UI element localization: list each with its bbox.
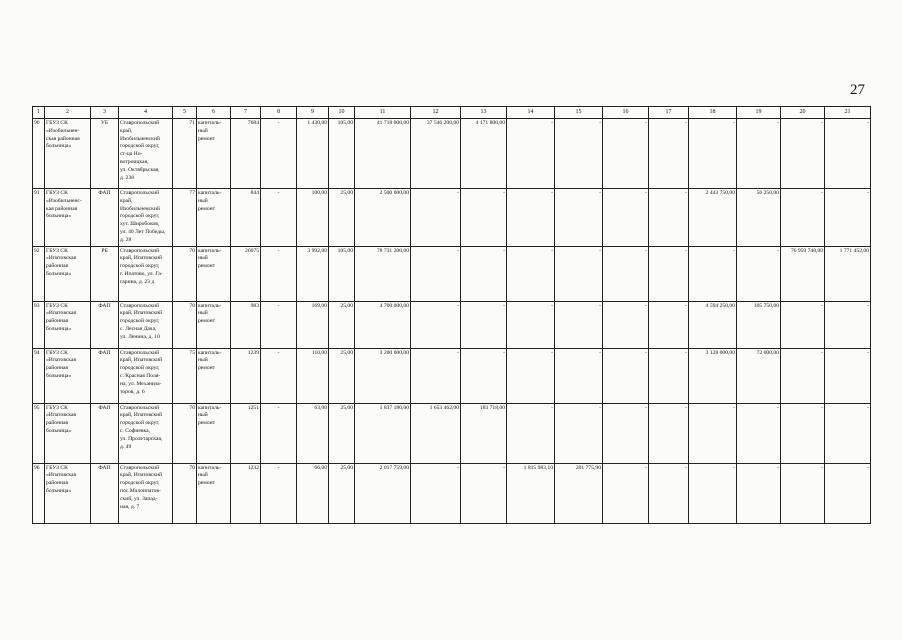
table-cell: 105,00 (329, 119, 355, 189)
table-cell: - (781, 119, 825, 189)
table-cell: - (555, 348, 603, 403)
table-cell: - (689, 403, 737, 463)
table-cell: 77 (173, 189, 197, 247)
table-cell: ГБУЗ СК «Ипатовская районная больница» (45, 463, 91, 523)
table-cell: 105 750,00 (737, 301, 781, 348)
table-cell: - (261, 301, 297, 348)
table-cell: - (507, 403, 555, 463)
table-cell: - (411, 463, 461, 523)
table-cell: - (261, 189, 297, 247)
table-cell: - (649, 301, 689, 348)
column-header: 15 (555, 107, 603, 119)
table-cell: 26075 (231, 246, 261, 301)
column-header: 3 (91, 107, 119, 119)
table-cell: - (461, 348, 507, 403)
table-row (33, 246, 871, 301)
table-cell: - (603, 189, 649, 247)
table-cell: 96 (33, 463, 45, 523)
table-cell: 844 (231, 189, 261, 247)
table-cell: - (461, 189, 507, 247)
table-cell: - (737, 463, 781, 523)
table-row (33, 119, 871, 189)
table-cell: - (261, 348, 297, 403)
table-cell: - (825, 403, 871, 463)
table-cell: - (649, 348, 689, 403)
column-header: 10 (329, 107, 355, 119)
table-cell: - (555, 119, 603, 189)
table-cell: 37 546 200,00 (411, 119, 461, 189)
table-cell: - (781, 463, 825, 523)
table-cell: - (737, 119, 781, 189)
table-cell: 1 837 180,00 (355, 403, 411, 463)
column-header: 1 (33, 107, 45, 119)
table-cell: Ставропольский край, Ипатовский городской округ, с. Лесная Дача, ул. Ленина, д. 10 (119, 301, 173, 348)
table-cell: ГБУЗ СК «Ипатовская районная больница» (45, 348, 91, 403)
table-cell: - (825, 463, 871, 523)
column-header: 21 (825, 107, 871, 119)
table-cell: 2 017 759,00 (355, 463, 411, 523)
table-cell: 105,00 (329, 246, 355, 301)
table-cell: - (411, 246, 461, 301)
column-header: 18 (689, 107, 737, 119)
column-header: 2 (45, 107, 91, 119)
column-header: 14 (507, 107, 555, 119)
table-cell: 2 500 000,00 (355, 189, 411, 247)
table-row (33, 403, 871, 463)
table-cell: капиталь- ный ремонт (197, 246, 231, 301)
table-cell: 70 (173, 246, 197, 301)
table-cell: - (825, 301, 871, 348)
table-cell: Ставропольский край, Ипатовский городской округ, с. Красная Поля- на, ул. Механиза- торов, д. 6 (119, 348, 173, 403)
table-cell: - (781, 301, 825, 348)
table-cell: 983 (231, 301, 261, 348)
table-cell: - (603, 403, 649, 463)
table-cell: 25,00 (329, 189, 355, 247)
table-cell: - (461, 463, 507, 523)
table-cell: 3 992,00 (297, 246, 329, 301)
table-cell: - (603, 348, 649, 403)
table-cell: 1239 (231, 348, 261, 403)
table-cell: - (555, 301, 603, 348)
table-cell: 25,00 (329, 403, 355, 463)
table-cell: 93 (33, 301, 45, 348)
table-cell: ФАП (91, 348, 119, 403)
table-cell: 2 443 750,00 (689, 189, 737, 247)
table-cell: 1232 (231, 463, 261, 523)
table-cell: 63,00 (297, 403, 329, 463)
table-cell: 76 959 748,00 (781, 246, 825, 301)
column-header: 7 (231, 107, 261, 119)
table-cell: - (507, 119, 555, 189)
table-cell: ФАП (91, 189, 119, 247)
table-cell: 4 594 250,00 (689, 301, 737, 348)
table-cell: - (603, 463, 649, 523)
table-cell: ГБУЗ СК «Изобильненс- кая районная больница» (45, 189, 91, 247)
table-cell: - (689, 246, 737, 301)
column-header: 20 (781, 107, 825, 119)
table-cell: - (261, 463, 297, 523)
table-cell: ГБУЗ СК «Изобильнен- ская районная больница» (45, 119, 91, 189)
table-cell: 66,00 (297, 463, 329, 523)
table-cell: - (781, 403, 825, 463)
table-cell: 95 (33, 403, 45, 463)
table-cell: 78 731 200,00 (355, 246, 411, 301)
table-cell: 100,00 (297, 189, 329, 247)
table-cell: 56 250,00 (737, 189, 781, 247)
table-row (33, 463, 871, 523)
table-row (33, 189, 871, 247)
table-cell: - (261, 246, 297, 301)
table-row (33, 301, 871, 348)
table-cell: 94 (33, 348, 45, 403)
data-table (32, 106, 871, 524)
table-cell: 1 653 462,00 (411, 403, 461, 463)
table-cell: - (411, 348, 461, 403)
table-cell: - (461, 301, 507, 348)
table-cell: - (825, 348, 871, 403)
table-cell: 92 (33, 246, 45, 301)
table-cell: Ставропольский край, Ипатовский городской округ, с. Софиевка, ул. Пролетарская, д. 49 (119, 403, 173, 463)
header-row (33, 107, 871, 119)
table-cell: Ставропольский край, Ипатовский городской округ, г. Ипатово, ул. Га- гарина, д. 23 д (119, 246, 173, 301)
table-cell: Ставропольский край, Изобильненский городской округ, хут. Широбоков, ул. 40 Лет Победы, д. 28 (119, 189, 173, 247)
column-header: 16 (603, 107, 649, 119)
table-cell: - (649, 246, 689, 301)
table-cell: - (411, 301, 461, 348)
table-cell: 3 200 000,00 (355, 348, 411, 403)
table-cell: - (411, 189, 461, 247)
table-cell: - (649, 189, 689, 247)
table-cell: 70 (173, 301, 197, 348)
table-cell: 70 (173, 463, 197, 523)
table-cell: - (825, 189, 871, 247)
table-cell: - (555, 189, 603, 247)
column-header: 19 (737, 107, 781, 119)
column-header: 6 (197, 107, 231, 119)
table-cell: 71 (173, 119, 197, 189)
table-cell: - (737, 246, 781, 301)
table-cell: 4 700 000,00 (355, 301, 411, 348)
table-cell: 72 000,00 (737, 348, 781, 403)
table-cell: - (507, 301, 555, 348)
column-header: 13 (461, 107, 507, 119)
table-cell: капиталь- ный ремонт (197, 119, 231, 189)
table-cell: - (507, 189, 555, 247)
table-cell: - (649, 463, 689, 523)
table-cell: - (555, 403, 603, 463)
table-cell: - (781, 189, 825, 247)
table-cell: 1 430,00 (297, 119, 329, 189)
column-header: 5 (173, 107, 197, 119)
table-cell: - (737, 403, 781, 463)
table-cell: - (461, 246, 507, 301)
table-cell: капиталь- ный ремонт (197, 348, 231, 403)
table-cell: 1251 (231, 403, 261, 463)
page-number: 27 (850, 82, 865, 98)
table-cell: - (603, 301, 649, 348)
table-cell: - (603, 119, 649, 189)
table-cell: - (555, 246, 603, 301)
table-cell: капиталь- ный ремонт (197, 403, 231, 463)
table-cell: - (649, 403, 689, 463)
table-cell: ГБУЗ СК «Ипатовская районная больница» (45, 246, 91, 301)
table-cell: УБ (91, 119, 119, 189)
column-header: 9 (297, 107, 329, 119)
table-cell: Ставропольский край, Ипатовский городской округ, пос.Малоипатов- ский, ул. Запад- ная, д. 7 (119, 463, 173, 523)
table-cell: капиталь- ный ремонт (197, 463, 231, 523)
table-cell: 3 128 000,00 (689, 348, 737, 403)
table-row (33, 348, 871, 403)
table-cell: капиталь- ный ремонт (197, 189, 231, 247)
table-cell: 7684 (231, 119, 261, 189)
table-cell: РБ (91, 246, 119, 301)
table-cell: - (689, 119, 737, 189)
table-cell: ГБУЗ СК «Ипатовская районная больница» (45, 301, 91, 348)
table-cell: 70 (173, 403, 197, 463)
column-header: 12 (411, 107, 461, 119)
table-cell: Ставропольский край, Изобильненский городской округ, ст-ца Но- вотроицкая, ул. Октябрьская, д. 238 (119, 119, 173, 189)
table-cell: 201 775,90 (555, 463, 603, 523)
table-cell: капиталь- ный ремонт (197, 301, 231, 348)
table-cell: ФАП (91, 463, 119, 523)
table-cell: 25,00 (329, 463, 355, 523)
table-cell: 75 (173, 348, 197, 403)
table-cell: - (507, 246, 555, 301)
table-cell: - (603, 246, 649, 301)
table-cell: - (689, 463, 737, 523)
table-cell: 1 815 983,10 (507, 463, 555, 523)
table-cell: 41 718 000,00 (355, 119, 411, 189)
column-header: 8 (261, 107, 297, 119)
column-header: 11 (355, 107, 411, 119)
table-cell: 110,00 (297, 348, 329, 403)
table-cell: 1 771 452,00 (825, 246, 871, 301)
column-header: 17 (649, 107, 689, 119)
table-cell: 91 (33, 189, 45, 247)
column-header: 4 (119, 107, 173, 119)
table-cell: ГБУЗ СК «Ипатовская районная больница» (45, 403, 91, 463)
table-cell: 90 (33, 119, 45, 189)
table-cell: - (507, 348, 555, 403)
table-cell: 169,00 (297, 301, 329, 348)
table-cell: 25,00 (329, 301, 355, 348)
table-cell: 4 171 800,00 (461, 119, 507, 189)
table-cell: - (781, 348, 825, 403)
table-cell: - (261, 119, 297, 189)
table-cell: - (825, 119, 871, 189)
table-cell: - (261, 403, 297, 463)
table-cell: ФАП (91, 301, 119, 348)
table-cell: 183 718,00 (461, 403, 507, 463)
table-cell: ФАП (91, 403, 119, 463)
table-cell: 25,00 (329, 348, 355, 403)
table-cell: - (649, 119, 689, 189)
